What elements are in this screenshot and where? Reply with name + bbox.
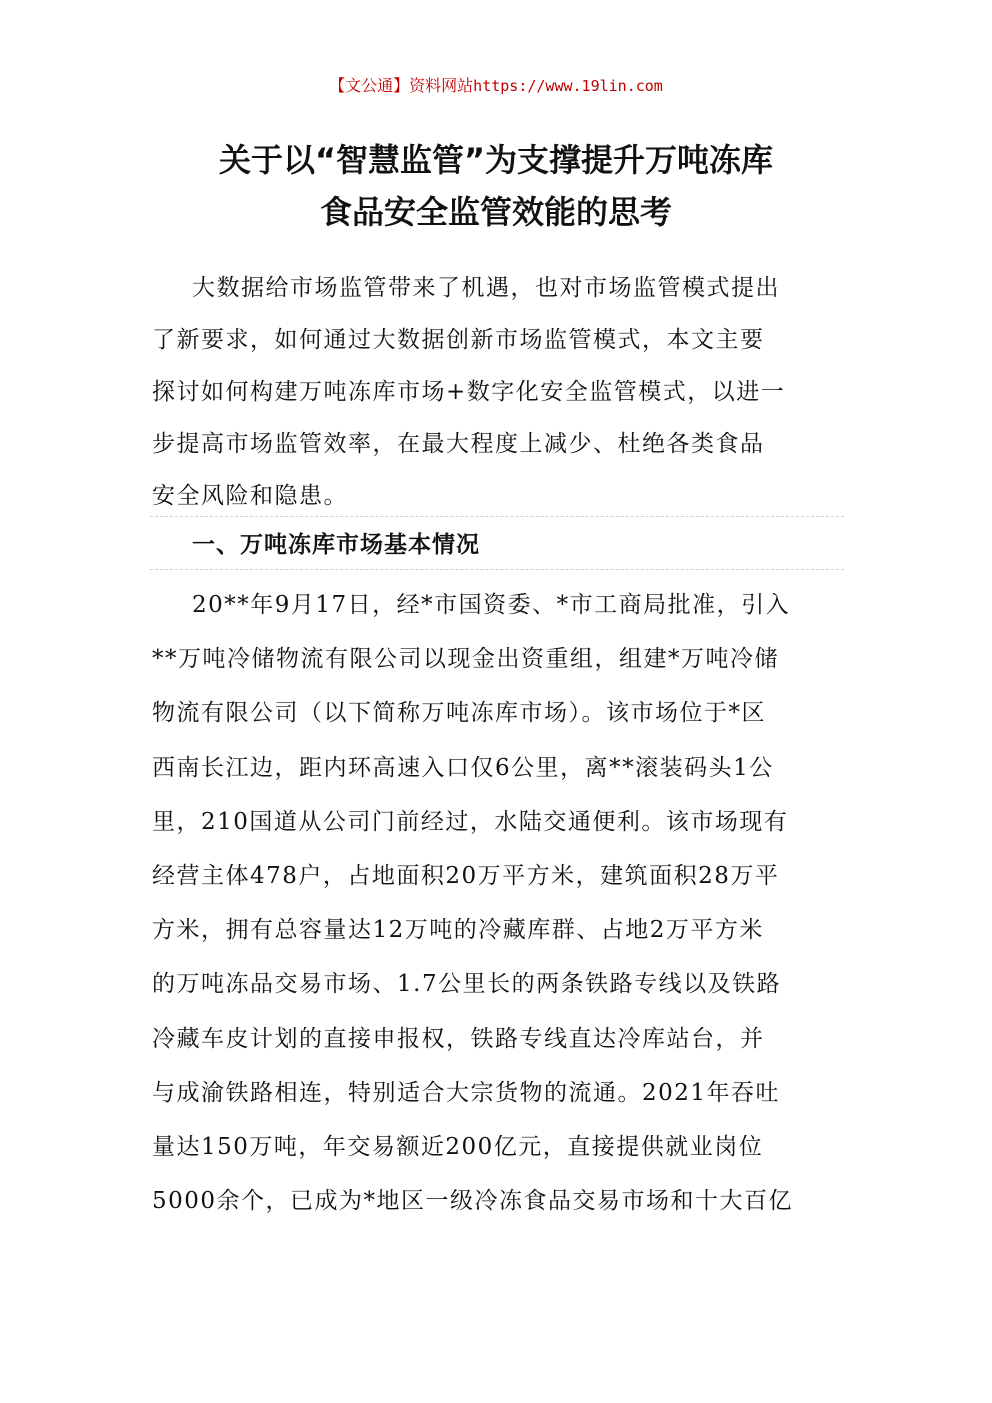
paragraph-line: 了新要求，如何通过大数据创新市场监管模式，本文主要	[152, 327, 765, 353]
paragraph-line: 物流有限公司（以下简称万吨冻库市场）。该市场位于*区	[152, 700, 766, 727]
site-header	[0, 74, 992, 98]
paragraph-line: 里，210国道从公司门前经过，水陆交通便利。该市场现有	[152, 808, 789, 835]
divider	[150, 516, 844, 517]
paragraph-line: 安全风险和隐患。	[152, 483, 348, 509]
paragraph-line: 步提高市场监管效率，在最大程度上减少、杜绝各类食品	[152, 431, 765, 457]
intro-paragraph	[152, 262, 842, 522]
paragraph-line: 冷藏车皮计划的直接申报权，铁路专线直达冷库站台，并	[152, 1025, 765, 1052]
paragraph-line: 大数据给市场监管带来了机遇，也对市场监管模式提出	[192, 275, 780, 301]
paragraph-line: 西南长江边，距内环高速入口仅6公里，离**滚装码头1公	[152, 754, 774, 781]
paragraph-line: 的万吨冻品交易市场、1.7公里长的两条铁路专线以及铁路	[152, 971, 782, 998]
paragraph-line: 量达150万吨，年交易额近200亿元，直接提供就业岗位	[152, 1134, 764, 1161]
paragraph-line: 经营主体478户，占地面积20万平方米，建筑面积28万平	[152, 863, 780, 890]
title-line-1: 关于以“智慧监管”为支撑提升万吨冻库	[218, 141, 774, 179]
site-brand: 【文公通】资料网站	[329, 76, 474, 95]
paragraph-line: 5000余个，已成为*地区一级冷冻食品交易市场和十大百亿	[152, 1188, 794, 1215]
document-title	[60, 134, 932, 238]
site-url-link[interactable]: https://www.19lin.com	[473, 77, 663, 95]
divider	[150, 569, 844, 570]
section-heading: 一、万吨冻库市场基本情况	[192, 532, 480, 558]
paragraph-line: **万吨冷储物流有限公司以现金出资重组，组建*万吨冷储	[152, 646, 779, 673]
paragraph-line: 探讨如何构建万吨冻库市场+数字化安全监管模式，以进一	[152, 379, 786, 405]
paragraph-line: 与成渝铁路相连，特别适合大宗货物的流通。2021年吞吐	[152, 1079, 781, 1106]
title-line-2: 食品安全监管效能的思考	[319, 193, 672, 231]
paragraph-line: 方米，拥有总容量达12万吨的冷藏库群、占地2万平方米	[152, 917, 764, 944]
paragraph-line: 20**年9月17日，经*市国资委、*市工商局批准，引入	[192, 592, 791, 618]
section-paragraph	[152, 578, 842, 1228]
